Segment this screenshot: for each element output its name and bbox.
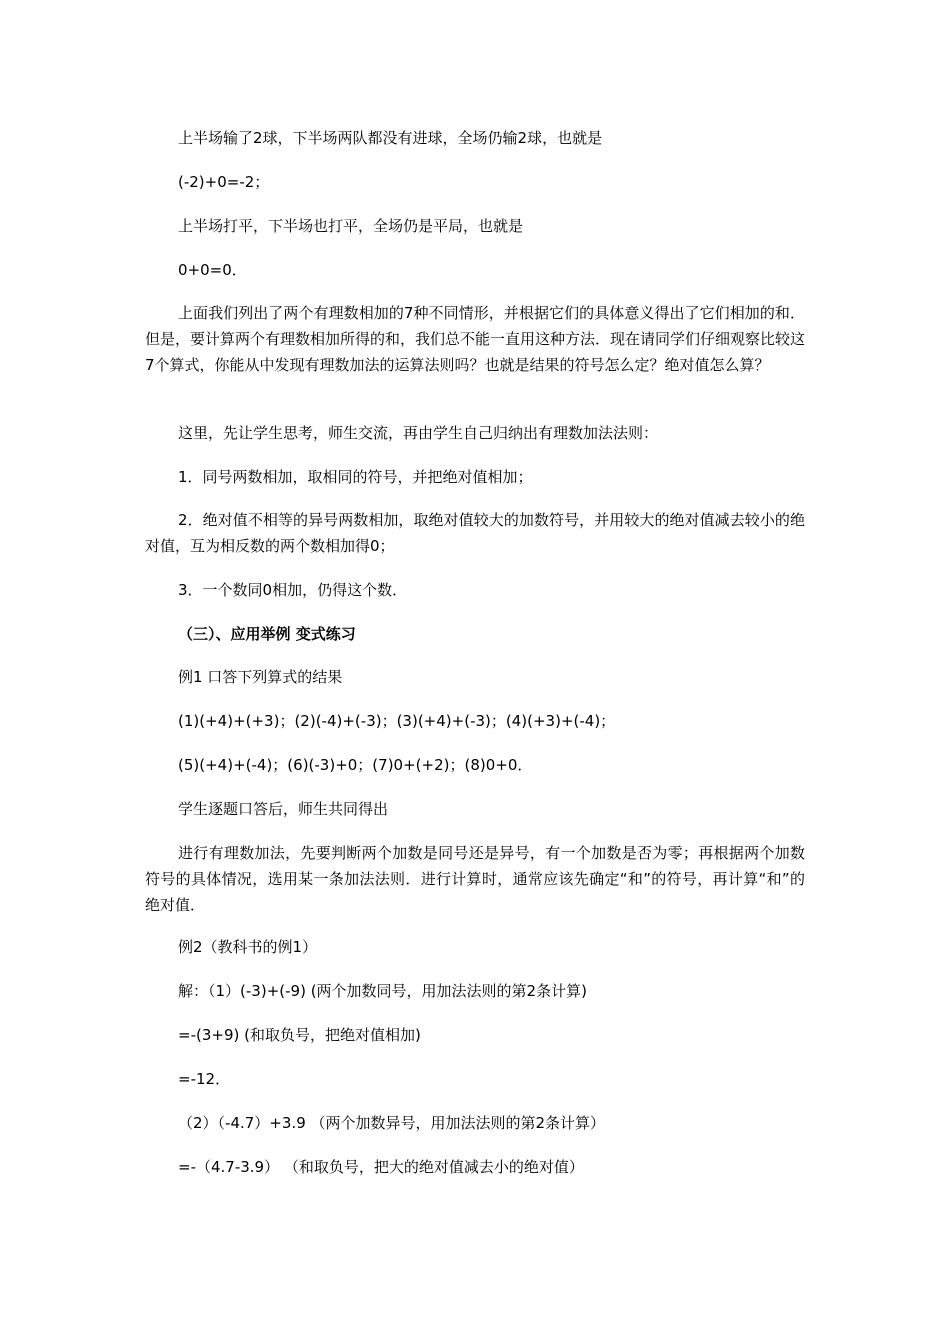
example-1-title: 例1 口答下列算式的结果 [178,668,343,686]
paragraph-seven-cases: 上面我们列出了两个有理数相加的7种不同情形，并根据它们的具体意义得出了它们相加的和．但是，要计算两个有理数相加所得的和，我们总不能一直用这种方法．现在请同学们仔细观察比较这7个算式，你能从中发现有理数加法的运算法则吗？也就是结果的符号怎么定？绝对值怎么算？ [145,304,806,374]
rule-item-2: 2．绝对值不相等的异号两数相加，取绝对值较大的加数符号，并用较大的绝对值减去较小的绝对值，互为相反数的两个数相加得0； [145,511,805,555]
solution-line-5: =-（4.7-3.9） （和取负号，把大的绝对值减去小的绝对值） [178,1158,584,1176]
equation-line-minus-two: (-2)+0=-2； [178,173,270,191]
rule-item-3: 3．一个数同0相加，仍得这个数． [178,581,408,599]
text-line-students-answer: 学生逐题口答后，师生共同得出 [178,800,389,818]
section-heading: （三）、应用举例 变式练习 [178,625,356,643]
text-line-first-half-lost: 上半场输了2球，下半场两队都没有进球，全场仍输2球，也就是 [178,129,603,147]
paragraph-addition-procedure: 进行有理数加法，先要判断两个加数是同号还是异号，有一个加数是否为零；再根据两个加数符号的具体情况，选用某一条加法法则．进行计算时，通常应该先确定“和”的符号，再计算“和”的绝对值． [145,844,805,914]
solution-line-3: =-12． [178,1070,231,1088]
solution-line-2: =-(3+9) (和取负号，把绝对值相加) [178,1026,421,1044]
solution-line-1: 解：（1）(-3)+(-9) (两个加数同号，用加法法则的第2条计算) [178,982,587,1000]
example-2-title: 例2（教科书的例1） [178,938,318,956]
example-1-expressions-row-2: (5)(+4)+(-4)；(6)(-3)+0；(7)0+(+2)；(8)0+0． [178,756,533,774]
example-1-expressions-row-1: (1)(+4)+(+3)；(2)(-4)+(-3)；(3)(+4)+(-3)；(4)(+3)+(-4)； [178,712,616,730]
text-line-summarize-rules: 这里，先让学生思考，师生交流，再由学生自己归纳出有理数加法法则： [178,424,659,442]
equation-line-zero: 0+0=0． [178,261,247,279]
solution-line-4: （2）（-4.7）+3.9 （两个加数异号，用加法法则的第2条计算） [178,1114,606,1132]
rule-item-1: 1．同号两数相加，取相同的符号，并把绝对值相加； [178,468,533,486]
text-line-draw: 上半场打平，下半场也打平，全场仍是平局，也就是 [178,217,524,235]
